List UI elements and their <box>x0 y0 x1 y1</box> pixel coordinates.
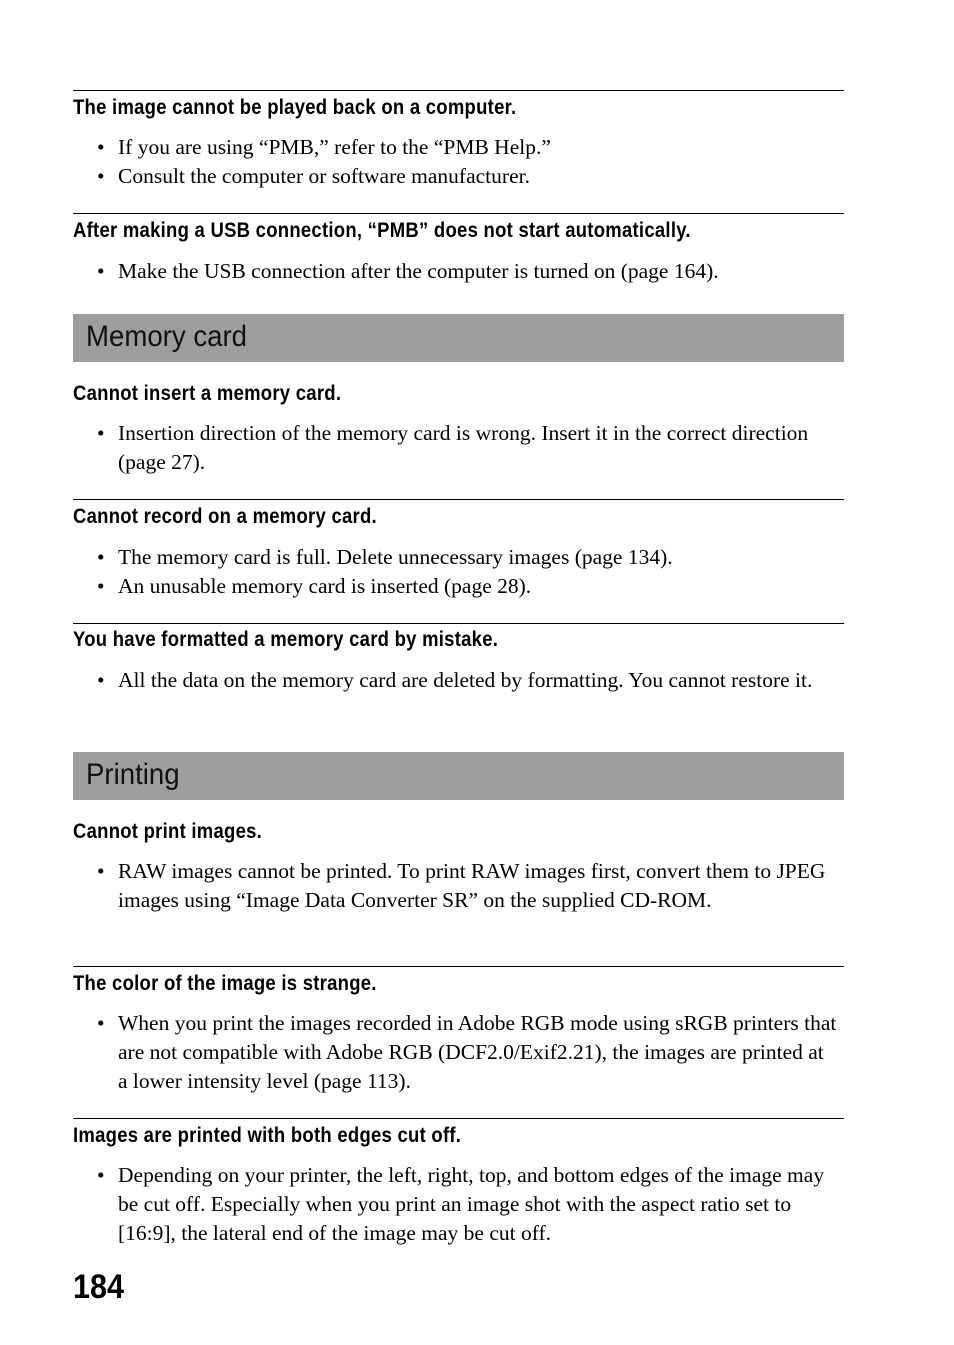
bullet-item: • All the data on the memory card are deleted by formatting. You cannot restore it. <box>97 666 837 695</box>
bullet-list <box>97 857 837 915</box>
section-title: Printing <box>86 758 180 791</box>
bullet-list <box>97 133 837 191</box>
issue-heading: The image cannot be played back on a computer. <box>73 96 517 119</box>
bullet-item: • When you print the images recorded in Adobe RGB mode using sRGB printers that are not compatible with Adobe RGB (DCF2.0/Exif2.21), the images are printed at a lower intensity level (page 113). <box>97 1009 837 1096</box>
page-number: 184 <box>73 1268 125 1306</box>
issue-heading: The color of the image is strange. <box>73 972 377 995</box>
bullet-item: • An unusable memory card is inserted (page 28). <box>97 572 837 601</box>
bullet-item: • Make the USB connection after the computer is turned on (page 164). <box>97 257 837 286</box>
bullet-list <box>97 1009 837 1096</box>
divider <box>73 1118 844 1119</box>
issue-heading: You have formatted a memory card by mistake. <box>73 628 499 651</box>
divider <box>73 966 844 967</box>
section-band-printing <box>73 752 844 800</box>
bullet-item: • The memory card is full. Delete unnecessary images (page 134). <box>97 543 837 572</box>
bullet-list <box>97 543 837 601</box>
divider <box>73 90 844 91</box>
issue-heading: Cannot record on a memory card. <box>73 505 377 528</box>
divider <box>73 623 844 624</box>
section-title: Memory card <box>86 320 248 353</box>
bullet-list <box>97 257 837 286</box>
bullet-item: • Depending on your printer, the left, right, top, and bottom edges of the image may be cut off. Especially when you print an image shot with the aspect ratio set to [16:9], the lateral end of the image may be cut off. <box>97 1161 837 1248</box>
issue-heading: Cannot print images. <box>73 820 263 843</box>
section-band-memory-card <box>73 314 844 362</box>
bullet-item: • Consult the computer or software manufacturer. <box>97 162 837 191</box>
bullet-item: • If you are using “PMB,” refer to the “PMB Help.” <box>97 133 837 162</box>
bullet-list <box>97 666 837 695</box>
bullet-item: • RAW images cannot be printed. To print RAW images first, convert them to JPEG images using “Image Data Converter SR” on the supplied CD-ROM. <box>97 857 837 915</box>
issue-heading: Cannot insert a memory card. <box>73 382 342 405</box>
bullet-item: • Insertion direction of the memory card is wrong. Insert it in the correct direction (page 27). <box>97 419 837 477</box>
divider <box>73 499 844 500</box>
bullet-list <box>97 419 837 477</box>
bullet-list <box>97 1161 837 1248</box>
issue-heading: Images are printed with both edges cut off. <box>73 1124 462 1147</box>
divider <box>73 213 844 214</box>
issue-heading: After making a USB connection, “PMB” does not start automatically. <box>73 219 691 242</box>
